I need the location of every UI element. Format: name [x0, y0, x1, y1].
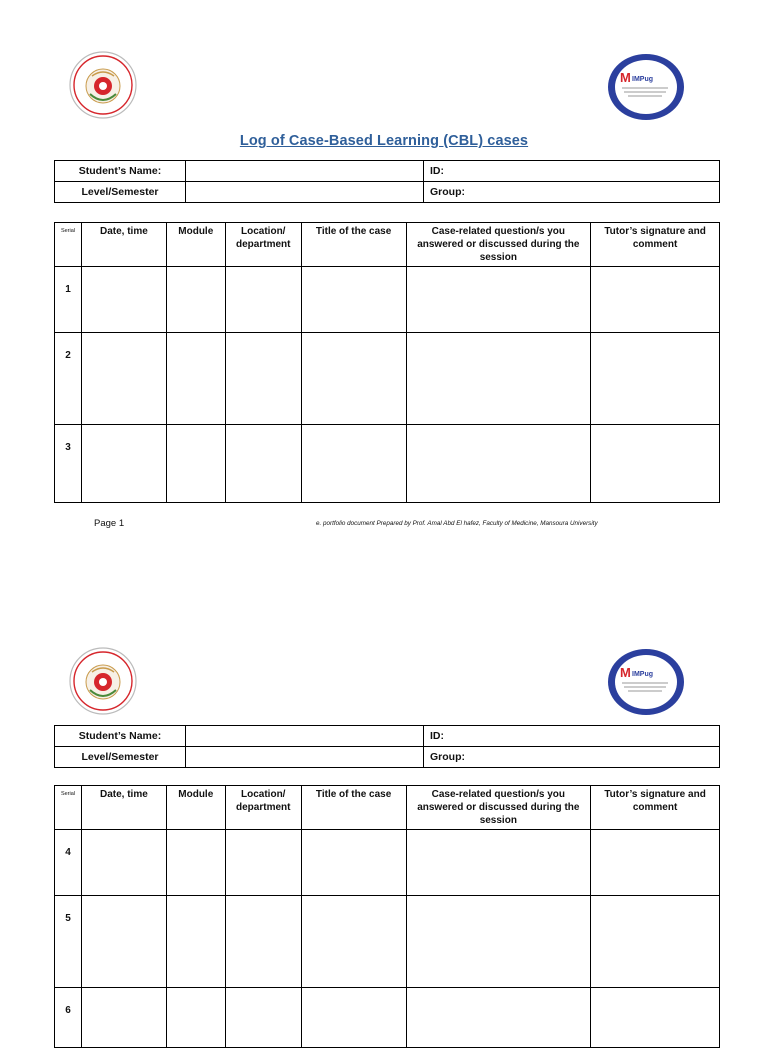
svg-text:IMPug: IMPug	[632, 671, 653, 678]
student-name-label: Student’s Name:	[55, 161, 186, 182]
questions-cell[interactable]	[406, 896, 591, 988]
table-row	[55, 267, 720, 333]
group-label: Group:	[424, 182, 720, 203]
student-name-label: Student’s Name:	[55, 726, 186, 747]
svg-text:IMPug: IMPug	[632, 76, 653, 83]
table-row	[55, 896, 720, 988]
table-row	[55, 830, 720, 896]
column-tutor-signature: Tutor’s signature and comment	[591, 786, 720, 830]
title-cell[interactable]	[301, 896, 406, 988]
column-case-questions: Case-related question/s you answered or discussed during the session	[406, 786, 591, 830]
title-cell[interactable]	[301, 425, 406, 503]
row-serial-number: 4	[55, 830, 82, 896]
module-cell[interactable]	[166, 988, 225, 1048]
table-row	[55, 333, 720, 425]
level-semester-label: Level/Semester	[55, 747, 186, 768]
table-row	[55, 988, 720, 1048]
questions-cell[interactable]	[406, 425, 591, 503]
student-name-field[interactable]	[186, 161, 424, 182]
svg-text:M: M	[620, 665, 631, 680]
title-cell[interactable]	[301, 333, 406, 425]
questions-cell[interactable]	[406, 830, 591, 896]
module-cell[interactable]	[166, 830, 225, 896]
id-label: ID:	[424, 161, 720, 182]
cbl-log-table	[54, 222, 720, 503]
id-label: ID:	[424, 726, 720, 747]
date-time-cell[interactable]	[81, 896, 166, 988]
module-cell[interactable]	[166, 267, 225, 333]
mimpug-logo	[606, 52, 686, 122]
column-title-of-case: Title of the case	[301, 786, 406, 830]
faculty-seal-logo	[68, 50, 138, 120]
column-module: Module	[166, 223, 225, 267]
column-date-time: Date, time	[81, 786, 166, 830]
row-serial-number: 6	[55, 988, 82, 1048]
tutor-cell[interactable]	[591, 425, 720, 503]
column-module: Module	[166, 786, 225, 830]
title-cell[interactable]	[301, 988, 406, 1048]
group-label: Group:	[424, 747, 720, 768]
location-cell[interactable]	[225, 425, 301, 503]
questions-cell[interactable]	[406, 267, 591, 333]
footer-credit: e. portfolio document Prepared by Prof. Amal Abd El hafez, Faculty of Medicine, Mansoura University	[316, 520, 598, 527]
date-time-cell[interactable]	[81, 333, 166, 425]
column-tutor-signature: Tutor’s signature and comment	[591, 223, 720, 267]
date-time-cell[interactable]	[81, 830, 166, 896]
level-semester-field[interactable]	[186, 182, 424, 203]
column-title-of-case: Title of the case	[301, 223, 406, 267]
document-title: Log of Case-Based Learning (CBL) cases	[239, 133, 529, 149]
column-case-questions: Case-related question/s you answered or discussed during the session	[406, 223, 591, 267]
module-cell[interactable]	[166, 425, 225, 503]
location-cell[interactable]	[225, 267, 301, 333]
tutor-cell[interactable]	[591, 830, 720, 896]
student-info-table	[54, 160, 720, 203]
location-cell[interactable]	[225, 830, 301, 896]
column-serial: Serial	[55, 223, 82, 267]
column-serial: Serial	[55, 786, 82, 830]
svg-text:M: M	[620, 70, 631, 85]
column-location: Location/ department	[225, 223, 301, 267]
module-cell[interactable]	[166, 896, 225, 988]
faculty-seal-logo	[68, 646, 138, 716]
row-serial-number: 1	[55, 267, 82, 333]
table-row	[55, 425, 720, 503]
level-semester-label: Level/Semester	[55, 182, 186, 203]
location-cell[interactable]	[225, 896, 301, 988]
title-cell[interactable]	[301, 830, 406, 896]
questions-cell[interactable]	[406, 988, 591, 1048]
tutor-cell[interactable]	[591, 267, 720, 333]
row-serial-number: 2	[55, 333, 82, 425]
date-time-cell[interactable]	[81, 425, 166, 503]
tutor-cell[interactable]	[591, 988, 720, 1048]
cbl-log-table	[54, 785, 720, 1048]
date-time-cell[interactable]	[81, 267, 166, 333]
questions-cell[interactable]	[406, 333, 591, 425]
column-location: Location/ department	[225, 786, 301, 830]
date-time-cell[interactable]	[81, 988, 166, 1048]
row-serial-number: 5	[55, 896, 82, 988]
tutor-cell[interactable]	[591, 333, 720, 425]
tutor-cell[interactable]	[591, 896, 720, 988]
module-cell[interactable]	[166, 333, 225, 425]
mimpug-logo	[606, 647, 686, 717]
location-cell[interactable]	[225, 988, 301, 1048]
location-cell[interactable]	[225, 333, 301, 425]
level-semester-field[interactable]	[186, 747, 424, 768]
row-serial-number: 3	[55, 425, 82, 503]
page-number: Page 1	[94, 518, 125, 529]
student-name-field[interactable]	[186, 726, 424, 747]
student-info-table	[54, 725, 720, 768]
title-cell[interactable]	[301, 267, 406, 333]
column-date-time: Date, time	[81, 223, 166, 267]
